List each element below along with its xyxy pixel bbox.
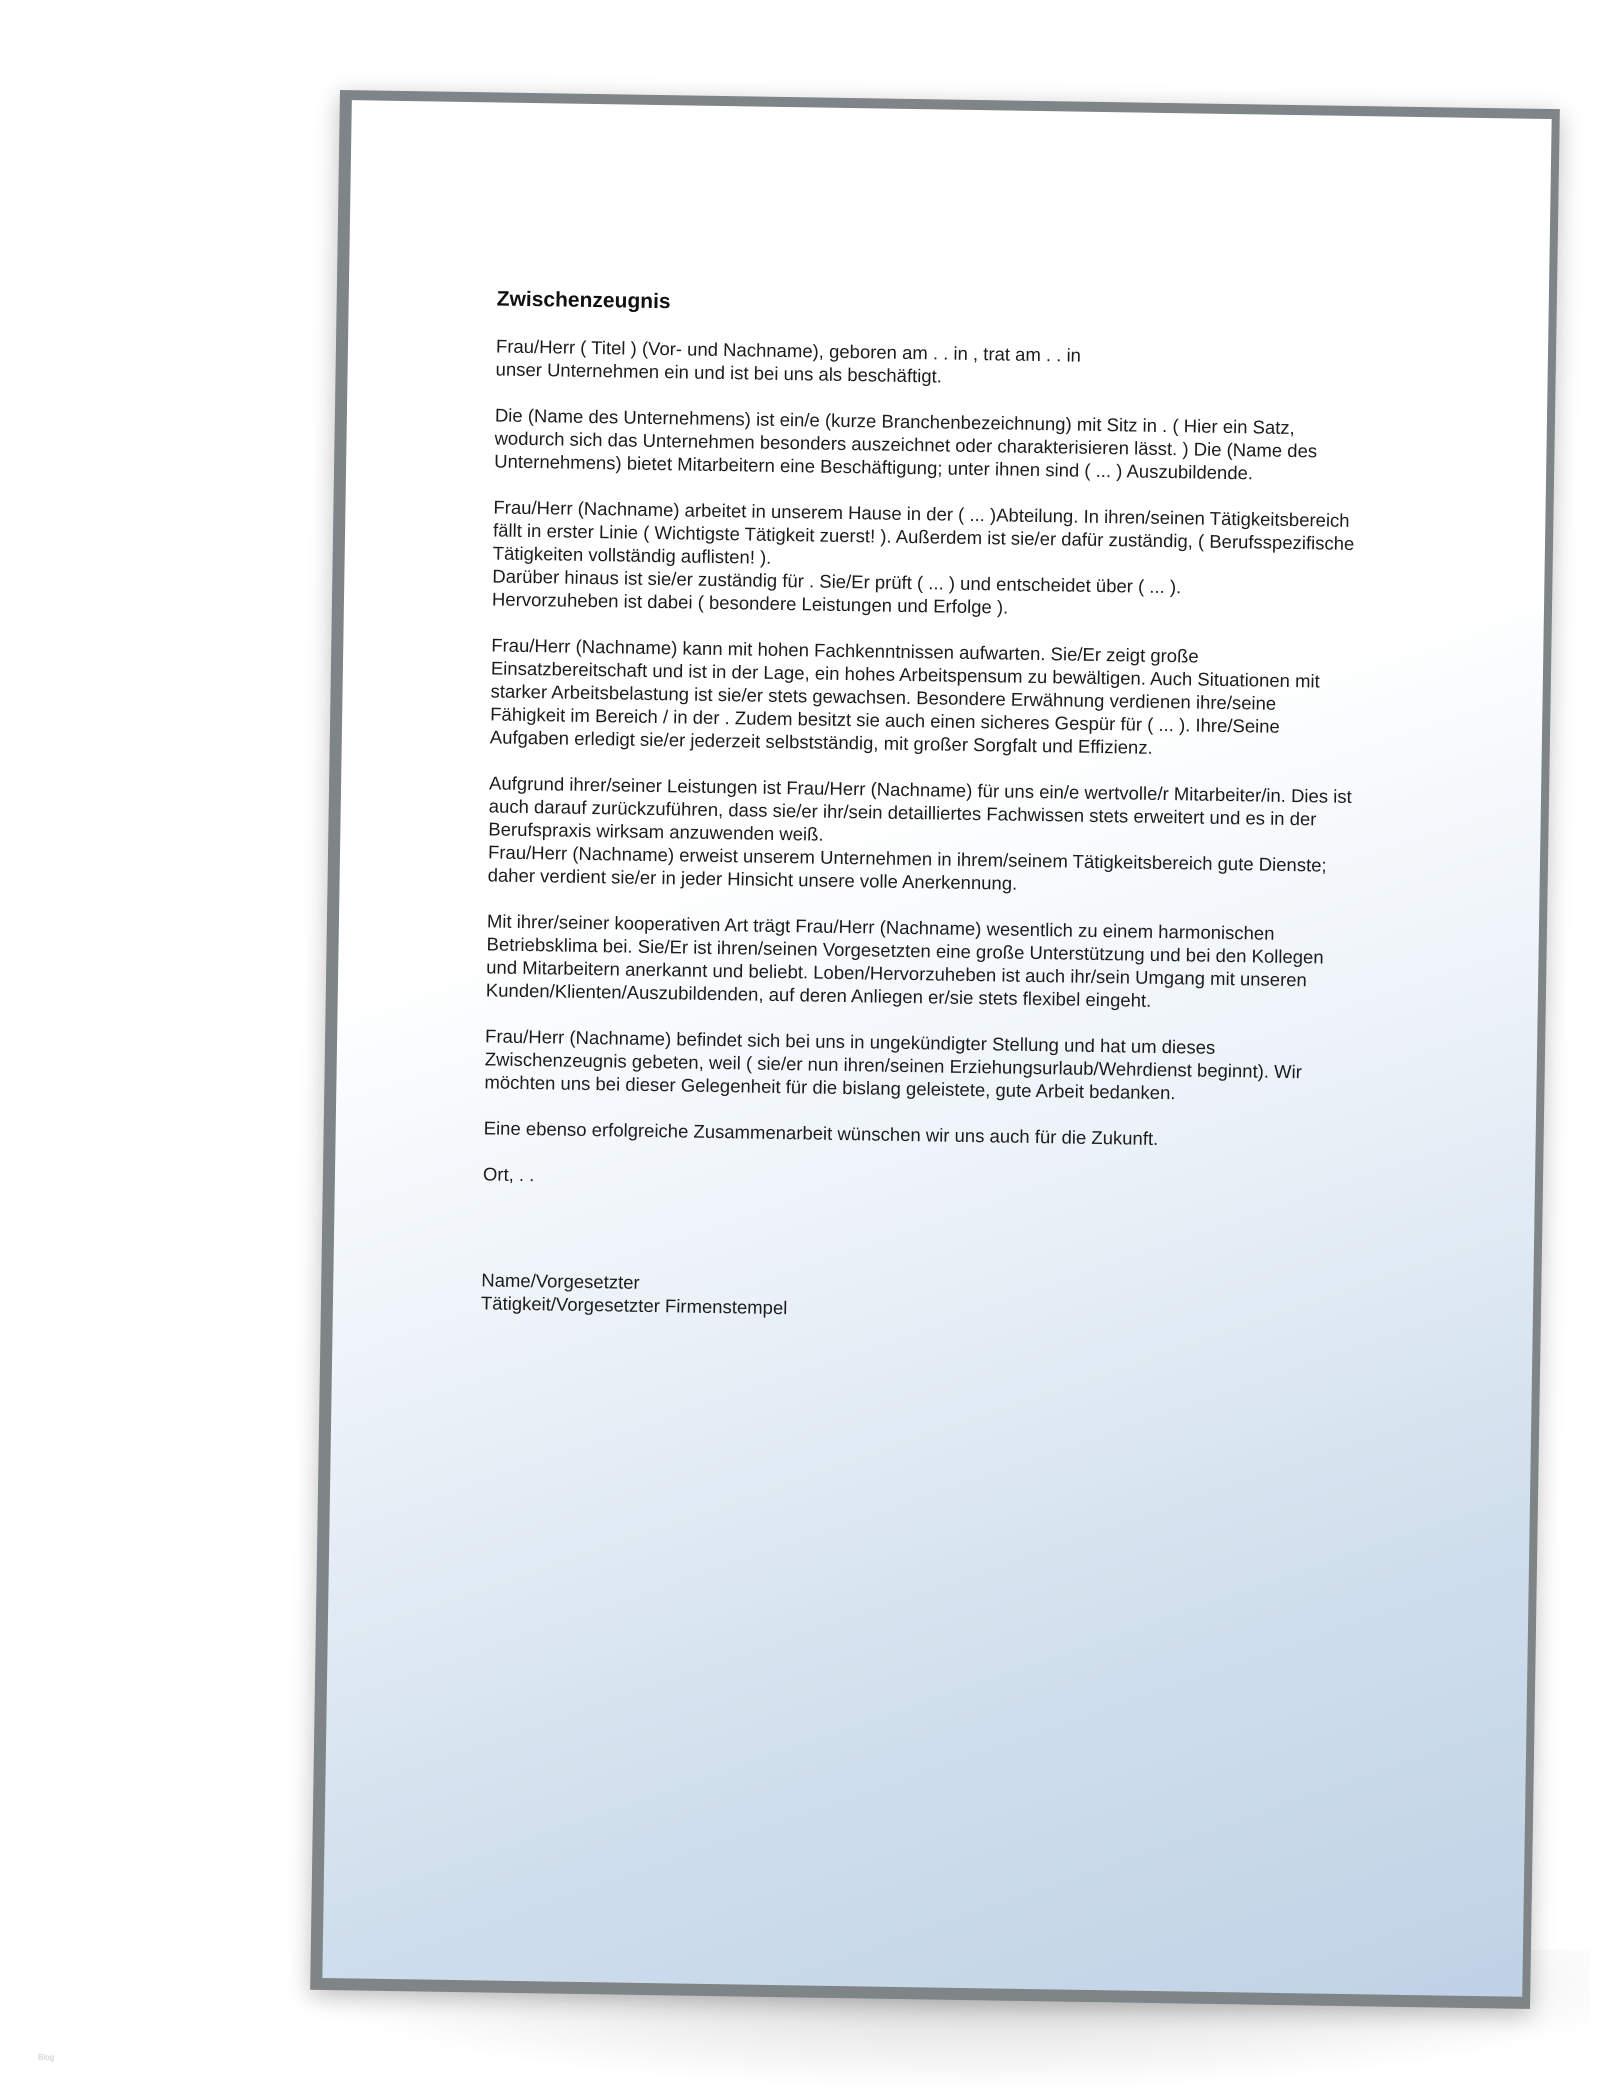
document-title: Zwischenzeugnis: [496, 287, 671, 314]
paragraph-behaviour: Mit ihrer/seiner kooperativen Art trägt Frau/Herr (Nachname) wesentlich zu einem harmonischen Betriebsklima bei. Sie/Er ist ihren/seinen Vorgesetzten eine große Unterstützung und bei den Kollegen und Mitarbeitern anerkannt und beliebt. Loben/Hervorzuheben ist auch ihr/sein Umgang mit unseren Kunden/Klienten/Auszubildenden, auf deren Anliegen er/sie stets flexibel eingeht.: [485, 910, 1324, 1011]
paragraph-closing: Eine ebenso erfolgreiche Zusammenarbeit wünschen wir uns auch für die Zukunft.: [483, 1117, 1159, 1149]
page-frame: [310, 90, 1560, 2009]
paragraph-reason: Frau/Herr (Nachname) befindet sich bei uns in ungekündigter Stellung und hat um dieses Zwischenzeugnis gebeten, weil ( sie/er nun ihren/seinen Erziehungsurlaub/Wehrdienst beginnt). Wir möchten uns bei dieser Gelegenheit für die bislang geleistete, gute Arbeit bedanken.: [484, 1025, 1303, 1104]
document-page: [322, 100, 1551, 1997]
paragraph-company: Die (Name des Unternehmens) ist ein/e (kurze Branchenbezeichnung) mit Sitz in . ( Hier ein Satz, wodurch sich das Unternehmen besonders auszeichnet oder charakterisieren lässt. ) Die (Name des Unternehmens) bietet Mitarbeitern eine Beschäftigung; unter ihnen sind ( ... ) Auszubildende.: [494, 404, 1318, 484]
paragraph-performance: Aufgrund ihrer/seiner Leistungen ist Frau/Herr (Nachname) für uns ein/e wertvolle/r Mitarbeiter/in. Dies ist auch darauf zurückzuführen, dass sie/er ihr/sein detailliertes Fachwissen stets erweitert und es in der Berufspraxis wirksam anzuwenden weiß. Frau/Herr (Nachname) erweist unserem Unternehmen in ihrem/seinem Tätigkeitsbereich gute Dienste; daher verdient sie/er in jeder Hinsicht unsere volle Anerkennung.: [487, 772, 1352, 894]
document-body: [481, 287, 1457, 1329]
signature-block: Name/Vorgesetzter Tätigkeit/Vorgesetzter Firmenstempel: [480, 1269, 788, 1319]
paragraph-skills: Frau/Herr (Nachname) kann mit hohen Fachkenntnissen aufwarten. Sie/Er zeigt große Einsatzbereitschaft und ist in der Lage, ein hohes Arbeitspensum zu bewältigen. Auch Situationen mit starker Arbeitsbelastung ist sie/er stets gewachsen. Besondere Erwähnung verdienen ihre/seine Fähigkeit im Bereich / in der . Zudem besitzt sie auch einen sicheres Gespür für ( ... ). Ihre/Seine Aufgaben erledigt sie/er jederzeit selbstständig, mit großer Sorgfalt und Effizienz.: [489, 634, 1320, 758]
place-date-line: Ort, . .: [482, 1163, 535, 1186]
watermark-text: Blog: [38, 2053, 55, 2062]
paragraph-intro: Frau/Herr ( Titel ) (Vor- und Nachname), geboren am . . in , trat am . . in unser Unternehmen ein und ist bei uns als beschäftigt.: [495, 335, 1082, 387]
paragraph-duties: Frau/Herr (Nachname) arbeitet in unserem Hause in der ( ... )Abteilung. In ihren/seinen Tätigkeitsbereich fällt in erster Linie ( Wichtigste Tätigkeit zuerst! ). Außerdem ist sie/er dafür zuständig, ( Berufsspezifische Tätigkeiten vollständig auflisten! ). Darüber hinaus ist sie/er zuständig für . Sie/Er prüft ( ... ) und entscheidet über ( ... ). Hervorzuheben ist dabei ( besondere Leistungen und Erfolge ).: [491, 496, 1355, 618]
